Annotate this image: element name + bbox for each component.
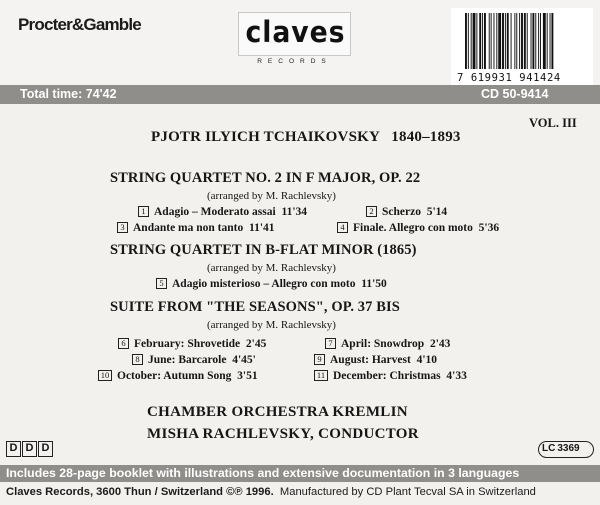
track-number: 6 — [118, 338, 129, 349]
track-number: 3 — [117, 222, 128, 233]
track-item — [118, 338, 266, 350]
track-time: 3'51 — [237, 370, 258, 382]
track-time: 4'33 — [446, 370, 467, 382]
track-number: 11 — [314, 370, 328, 381]
track-time: 5'36 — [478, 222, 500, 234]
time-bar — [0, 85, 600, 104]
track-title: June: Barcarole — [148, 354, 227, 366]
arranger-note: (arranged by M. Rachlevsky) — [207, 319, 336, 331]
track-time: 4'10 — [416, 354, 438, 366]
track-title: Finale. Allegro con moto — [353, 222, 473, 234]
total-time: Total time: 74'42 — [20, 87, 117, 101]
barcode-number: 7 619931 941424 — [457, 72, 561, 84]
track-number: 4 — [337, 222, 348, 233]
publisher-line: Claves Records, 3600 Thun / Switzerland ©℗ 1996. — [6, 486, 274, 498]
work-title: STRING QUARTET NO. 2 IN F MAJOR, OP. 22 — [110, 170, 421, 186]
track-item — [132, 354, 256, 366]
track-number: 5 — [156, 278, 167, 289]
work-title: SUITE FROM "THE SEASONS", OP. 37 BIS — [110, 299, 400, 315]
track-time: 11'50 — [361, 278, 387, 290]
footer — [6, 486, 536, 498]
track-title: April: Snowdrop — [341, 338, 425, 350]
track-number: 8 — [132, 354, 143, 365]
label-name: claves — [245, 15, 346, 49]
track-title: December: Christmas — [333, 370, 441, 382]
track-title: February: Shrovetide — [134, 338, 241, 350]
label-code-badge — [538, 441, 594, 458]
track-item — [314, 354, 437, 366]
track-title: Adagio – Moderato assai — [154, 206, 276, 218]
track-item — [325, 338, 450, 350]
track-time: 11'41 — [248, 222, 275, 234]
label-code: 3369 — [557, 443, 580, 454]
ddd-badge — [6, 441, 53, 457]
track-item — [337, 222, 499, 234]
composer-heading: PJOTR ILYICH TCHAIKOVSKY 1840–1893 — [151, 129, 461, 145]
track-item — [138, 206, 307, 218]
catalog-number: CD 50-9414 — [481, 87, 549, 101]
track-item — [366, 206, 447, 218]
ensemble-name: CHAMBER ORCHESTRA KREMLIN — [147, 404, 408, 420]
track-number: 9 — [314, 354, 325, 365]
track-item — [156, 278, 387, 290]
track-title: Andante ma non tanto — [133, 222, 244, 234]
track-time: 2'45 — [245, 338, 267, 350]
ddd-letter: D — [38, 441, 53, 457]
track-time: 5'14 — [426, 206, 448, 218]
track-number: 7 — [325, 338, 336, 349]
booklet-note: Includes 28-page booklet with illustrations and extensive documentation in 3 languages — [0, 465, 600, 482]
lc-logo-icon: LC — [542, 443, 556, 454]
conductor-name: MISHA RACHLEVSKY, CONDUCTOR — [147, 426, 419, 442]
claves-logo — [238, 12, 351, 56]
track-time: 11'34 — [281, 206, 308, 218]
track-title: Adagio misterioso – Allegro con moto — [172, 278, 356, 290]
track-number: 1 — [138, 206, 149, 217]
sponsor-logo: Procter&Gamble — [18, 15, 141, 34]
ddd-letter: D — [6, 441, 21, 457]
track-item — [314, 370, 467, 382]
arranger-note: (arranged by M. Rachlevsky) — [207, 190, 336, 202]
track-time: 2'43 — [429, 338, 451, 350]
arranger-note: (arranged by M. Rachlevsky) — [207, 262, 336, 274]
track-number: 10 — [98, 370, 112, 381]
barcode-icon — [463, 13, 587, 69]
track-title: Scherzo — [382, 206, 421, 218]
track-title: August: Harvest — [330, 354, 411, 366]
track-time: 4'45' — [232, 354, 256, 366]
ddd-letter: D — [22, 441, 37, 457]
manufacturer-line: Manufactured by CD Plant Tecval SA in Switzerland — [279, 486, 536, 498]
track-title: October: Autumn Song — [117, 370, 232, 382]
track-number: 2 — [366, 206, 377, 217]
label-sub: RECORDS — [257, 58, 332, 65]
volume-label: VOL. III — [529, 116, 577, 130]
track-item — [117, 222, 275, 234]
work-title: STRING QUARTET IN B-FLAT MINOR (1865) — [110, 242, 417, 258]
track-item — [98, 370, 258, 382]
barcode — [451, 8, 593, 91]
